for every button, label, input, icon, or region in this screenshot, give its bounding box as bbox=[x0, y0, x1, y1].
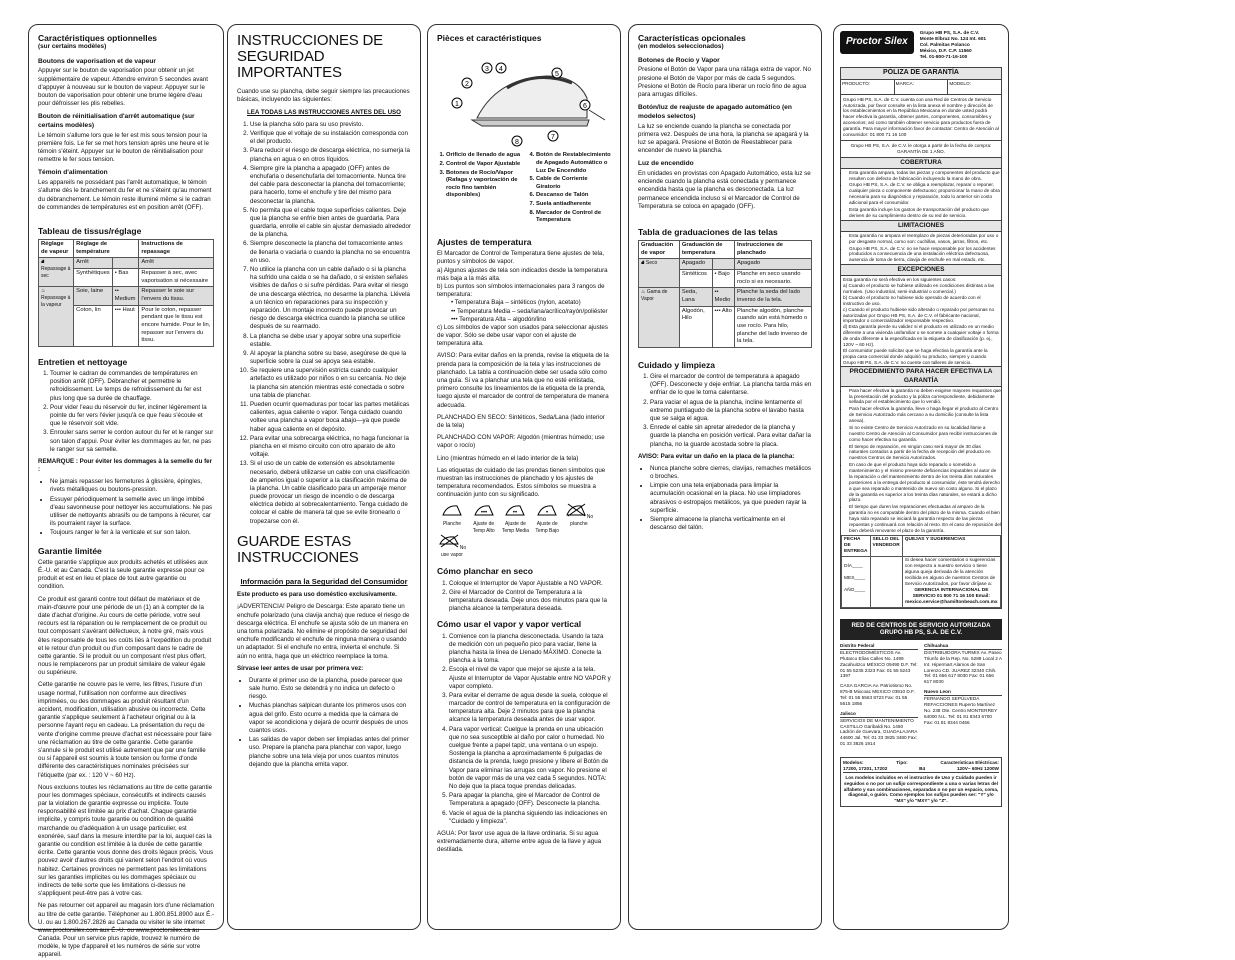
fabric-table-es bbox=[638, 240, 812, 348]
paragraph: a) Algunos ajustes de tela son indicados desde la temperatura más baja a la más alta. bbox=[437, 266, 608, 282]
list-item: • Limpie con una tela enjabonada para limpiar la acumulación ocasional en la placa. No use limpiadores abrasivos o estropajos metálicos, ya que pueden rayar la superficie. bbox=[650, 482, 812, 515]
region-title: Nuevo Leon bbox=[924, 689, 1002, 696]
service-center: DISTRIBUIDORA TURMIX Av. Paseo Triunfo de la Rep. No. 5289 Local 2 A Int. Hipermart Alamos de San Lorenzo CD. JUAREZ 32340 Chih. Tel: 01 656 617 8030 Fax: 01 656 617 8030 bbox=[924, 649, 1002, 685]
service-centers bbox=[840, 643, 1002, 751]
table-cell bbox=[712, 259, 734, 270]
list-item: 7. Suela antiadherente bbox=[536, 201, 611, 209]
care-list bbox=[638, 373, 812, 449]
table-cell: Soie, laine bbox=[74, 287, 113, 305]
callout-6 bbox=[580, 100, 590, 110]
table-cell: Repasser à sec, avec vaporisation si nécessaire bbox=[139, 269, 214, 287]
iron-icon bbox=[441, 503, 463, 517]
row-side-label: Seco bbox=[645, 260, 658, 267]
list-item: • El tiempo de reparación, en ningún caso será mayor de 30 días naturales contados a partir de la fecha de recepción del producto en nuestros Centros de Servicio Autorizados. bbox=[849, 444, 1001, 462]
models-note: Los modelos incluidos en el instructivo de Uso y Cuidado pueden ir seguidos o no por un sufijo correspondiente a una o varias letras del alfabeto y sus combinaciones, separadas o no por un espacio, coma, diagonal, o guión. Como ejemplos los sufijos pueden ser: "Y" y/o "MX" y/o "MXY" y/o "Z". bbox=[843, 774, 999, 804]
paragraph: Lino (mientras húmedo en el lado interior de la tela) bbox=[437, 454, 579, 462]
list-item: 3. Para evitar el derrame de agua desde la suela, coloque el marcador de control de temperatura en la configuración de temperatura alta. Deje 2 minutos para que la plancha alcance la temperatura deseada antes de usar vapor. bbox=[449, 692, 611, 725]
callout-8 bbox=[512, 136, 522, 146]
symbol bbox=[532, 503, 562, 534]
paragraph: PLANCHADO CON VAPOR: Algodón (mientras húmedo; use vapor o rocío) bbox=[437, 434, 605, 450]
table-cell: Arrêt bbox=[139, 258, 214, 269]
paragraph: El consumidor puede solicitar que se haga efectiva la garantía ante la propia casa comercial donde adquirió su producto, siempre y cuando Grupo HB PS, S.A. de C.V. no cuente con talleres de servicio. bbox=[843, 347, 988, 365]
panel-parts bbox=[427, 24, 621, 930]
excepciones bbox=[841, 276, 1001, 366]
field-ano[interactable]: AÑO____ bbox=[844, 587, 866, 593]
paragraph: AVISO: Para evitar daños en la prenda, revise la etiqueta de la prenda para la composición de la tela y las instrucciones de planchado. La tabla a continuación debe ser usada sólo como una guía. Si va a planchar una tela que no esté enlistada, primero consulte los lineamientos de la etiqueta de la prenda, luego ajuste el marcador de control de temperatura de manera adecuada. bbox=[437, 352, 609, 409]
table-cell bbox=[112, 258, 139, 269]
list-item: 5. Cable de Corriente Giratorio bbox=[536, 176, 611, 191]
symbol-label: No use vapor bbox=[441, 545, 467, 558]
list-item: • El tiempo que duren las reparaciones efectuadas al amparo de la garantía no es computable dentro del plazo de la misma. Cuando el bien haya sido reparado se iniciará la garantía respecto de las piezas repuestas y continuará con relación al resto. En el caso de reposición del bien deberá renovarse el plazo de la garantía. bbox=[849, 504, 1001, 533]
list-item: 2. Pour vider l'eau du réservoir du fer, incliner légèrement la pointe du fer vers l'évier jusqu'à ce que l'eau s'écoule et que le réservoir soit vide. bbox=[50, 404, 214, 429]
safety-list bbox=[237, 121, 411, 526]
list-item: • Temperatura Baja – sintéticos (nylon, acetato) bbox=[451, 299, 581, 307]
table-cell: • Bas bbox=[112, 269, 139, 287]
table-cell: Pour le coton, repasser pendant que le tissu est encore humide. Pour le lin, repasser sur l'envers du tissu. bbox=[139, 305, 214, 346]
list-item: 1. Gire el marcador de control de temperatura a apagado (OFF). Desconecte y deje enfriar. La plancha tarda más en enfriar de lo que le toma calentarse. bbox=[650, 373, 812, 398]
table-title: Tableau de tissus/réglage bbox=[38, 225, 142, 236]
warranty-title: PÓLIZA DE GARANTÍA bbox=[841, 68, 1001, 80]
list-item: 8. Marcador de Control de Temperatura bbox=[536, 210, 611, 225]
table-cell: Apagado bbox=[734, 259, 811, 270]
list-item: 8. La plancha se debe usar y apoyar sobre una superficie estable. bbox=[250, 333, 411, 349]
iron-steam-icon: ♨ bbox=[41, 288, 46, 295]
list-item: • Esta garantía no ampara el reemplazo de piezas deterioradas por uso o por desgaste normal, como son: cuchillas, vasos, jarras, filtros, etc. bbox=[849, 233, 1001, 245]
panel-warranty bbox=[833, 24, 1009, 930]
table-cell: ••• Alto bbox=[712, 306, 734, 347]
section-title: Pièces et caractéristiques bbox=[437, 33, 542, 43]
list-item: 1. Coloque el Interruptor de Vapor Ajustable a NO VAPOR. bbox=[449, 580, 611, 588]
address-line: México, D.F. C.P. 11560 bbox=[919, 48, 972, 54]
table-header: FECHA DE ENTREGA bbox=[842, 535, 871, 556]
callout-5 bbox=[552, 68, 562, 78]
table-cell: • Bajo bbox=[712, 270, 734, 288]
list-item: 4. Botón de Restablecimiento de Apagado Automático o Luz De Encendido bbox=[536, 152, 611, 175]
heading-garantie: Garantie limitée bbox=[38, 545, 102, 556]
service-center: SERVICIOS DE MANTENIMIENTO CASTILLO Garibaldi No. 1450 Ladrón de Guevara, GUADALAJARA 44600 Jal. Tel: 01 33 3825 3480 Fax: 01 33 3826 1914 bbox=[840, 717, 918, 747]
callout-4 bbox=[496, 63, 506, 73]
list-item: 6. Vacíe el agua de la plancha siguiendo las indicaciones en "Cuidado y limpieza". bbox=[449, 810, 611, 826]
table-cell: Planche algodón, planche cuando aún está húmedo o use rocío. Para hilo, planche del lado inverso de la tela. bbox=[734, 306, 811, 347]
list-item: • Nunca planche sobre cierres, clavijas, remaches metálicos o broches. bbox=[650, 465, 812, 481]
first-use-list bbox=[237, 677, 411, 769]
models-header: Modelos: bbox=[843, 760, 864, 765]
table-header: Réglage de vapeur bbox=[39, 240, 74, 258]
delivery-table bbox=[841, 535, 1001, 608]
electrical-header: Características Eléctricas: bbox=[940, 760, 999, 765]
parts-list bbox=[437, 152, 611, 229]
iron-dry-icon: ⛘ bbox=[41, 259, 45, 266]
field-mes[interactable]: MES____ bbox=[844, 575, 866, 581]
section-title: Características opcionales bbox=[638, 33, 746, 43]
read-all-heading: LEA TODAS LAS INSTRUCCIONES ANTES DEL USO bbox=[246, 108, 401, 116]
svg-text:•: • bbox=[546, 510, 549, 517]
table-cell: Arrêt bbox=[74, 258, 113, 269]
list-item: 5. No permita que el cable toque superficies calientes. Deje que la plancha se enfríe bien antes de guardarla. Para guardarla, enrolle el cable sin ajustar demasiado alrededor de la plancha. bbox=[250, 207, 411, 240]
list-item: 2. Control de Vapor Ajustable bbox=[446, 161, 521, 169]
service-center: CASA GARCIA Av. Patriotismo No. 875-B Mixcoac MEXICO 03910 D.F. Tel: 01 55 5563 8723 Fax: 01 55 5615 1856 bbox=[840, 683, 915, 706]
heading-reinit: Bouton de réinitialisation d'arrêt automatique (sur certains modèles) bbox=[38, 113, 195, 130]
table-header: Réglage de température bbox=[74, 240, 139, 258]
remarque: REMARQUE : Pour éviter les dommages à la semelle du fer : bbox=[38, 457, 212, 474]
list-item: • Essuyer périodiquement la semelle avec un linge imbibé d'eau savonneuse pour nettoyer les accumulations. Ne pas utiliser de nettoyants abrasifs ou de tampons à récurer, car ils pourraient rayer la surface. bbox=[50, 496, 214, 529]
list-item: 2. Gire el Marcador de Control de Temperatura a la temperatura deseada. Deje unos dos minutos para que la plancha alcance la temperatura deseada. bbox=[449, 589, 611, 614]
section-bar: PROCEDIMIENTO PARA HACER EFECTIVA LA GARANTÍA bbox=[841, 366, 1001, 386]
list-item: a) Cuando el producto se hubiese utilizado en condiciones distintas a las normales. (Uso industrial, semi-industrial o comercial.) bbox=[843, 283, 995, 295]
table-cell: Synthétiques bbox=[74, 269, 113, 287]
paragraph: Esta garantía no será efectiva en los siguientes casos: bbox=[843, 277, 957, 283]
table-cell: Sintéticos bbox=[679, 270, 712, 288]
symbol-label: Ajuste de Temp Alto bbox=[472, 521, 495, 534]
svg-text:••: •• bbox=[513, 510, 518, 517]
region-title: Chihuahua bbox=[924, 643, 1002, 650]
models-box bbox=[840, 757, 1002, 807]
table-header: QUEJAS Y SUGERENCIAS bbox=[902, 535, 1000, 556]
service-center: FERNANDO SEPÚLVEDA REFACCIONES Ruperto Martínez No. 238 Ote. Centro MONTERREY 64000 N.L. Tel: 01 81 8343 6700 Fax: 01 81 8344 0466 bbox=[924, 696, 998, 725]
company-address bbox=[920, 31, 986, 61]
list-item: b) Cuando el producto no hubiese sido operado de acuerdo con el instructivo de uso. bbox=[843, 294, 981, 306]
care-symbols bbox=[437, 503, 611, 558]
paragraph: En unidades en provistas con Apagado Automático, esta luz se enciende cuando la plancha está conectada y permanece encendida hasta que la plancha es desconectada. La luz permanece encendida incluso si el Marcador de Control de Temperatura se coloca en apagado (OFF). bbox=[638, 169, 811, 210]
fabric-table-fr bbox=[38, 239, 214, 347]
paragraph: Grupo HB PS, S.A. de C.V. cuenta con una Red de Centros de Servicio Autorizada, por favor consulte en la lista anexa el nombre y dirección de los establecimientos en la República Mexicana en donde usted podrá hacer efectiva la garantía, obtener partes, componentes, consumibles y accesorios; así como también obtener servicio para productos fuera de garantía. Para mayor información favor de contactar: Centro de Atención al consumidor: 01 800 71 16 100 bbox=[843, 96, 999, 137]
symbol bbox=[469, 503, 499, 534]
paragraph: PLANCHADO EN SECO: Sintéticos, Seda/Lana (lado interior de la tela) bbox=[437, 413, 605, 429]
paragraph: Grupo HB PS, S.A. de C.V. le otorga a partir de la fecha de compra: GARANTÍA DE 1 AÑO. bbox=[841, 140, 1001, 157]
entretien-list bbox=[38, 370, 214, 454]
heading: Botón/luz de reajuste de apagado automático (en modelos selectos) bbox=[638, 104, 792, 120]
text-boutons: Appuyer sur le bouton de vaporisation pour obtenir un jet supplémentaire de vapeur. Attendre environ 5 secondes avant d'appuyer à nouveau sur le bouton de vapeur. Appuyer sur le bouton de vaporisation pour obtenir une brume légère d'eau pour défroisser les plis rebelles. bbox=[38, 67, 208, 108]
section-bar: EXCEPCIONES bbox=[841, 264, 1001, 276]
models-value: 17200, 17201, 17202 bbox=[843, 765, 888, 771]
brand-logo: Proctor Silex bbox=[840, 31, 914, 54]
list-item: • Si no existe Centro de Servicio Autorizado en su localidad llame a nuestro Centro de Atención al Consumidor para recibir instrucciones de como hacer efectiva su garantía. bbox=[849, 425, 1001, 443]
list-item: ••• Temperatura Alta – algodón/lino bbox=[451, 315, 547, 323]
procedimiento-list bbox=[841, 388, 1001, 534]
heading-care: Cuidado y limpieza bbox=[638, 359, 715, 370]
section-subtitle: (sur certains modèles) bbox=[38, 43, 107, 51]
paragraph: AVISO: Para evitar un daño en la placa de la plancha: bbox=[638, 452, 795, 460]
panel-optional-es bbox=[628, 24, 822, 930]
symbol-label: Ajuste de Temp Bajo bbox=[535, 521, 560, 534]
list-item: • Grupo HB PS, S.A. de C.V. se obliga a reemplazar, reparar o reponer, cualquier pieza o componente defectuoso; proporcionar la mano de obra necesaria para su diagnóstico y reparación, todo lo anterior sin costo adicional para el consumidor. bbox=[849, 182, 1001, 206]
list-item: 5. Para apagar la plancha, gire el Marcador de Control de Temperatura a apagado (OFF). Desconecte la plancha. bbox=[449, 792, 611, 808]
row-side-label: Repassage à la vapeur bbox=[41, 294, 71, 308]
list-item: 1. Orificio de llenado de agua bbox=[446, 152, 521, 160]
dots-list bbox=[437, 299, 611, 324]
list-item: 11. Pueden ocurrir quemaduras por tocar las partes metálicas calientes, agua caliente o vapor. Tenga cuidado cuando voltee una plancha a vapor boca abajo—ya que puede haber agua caliente en el depósito. bbox=[250, 401, 411, 434]
steam-list bbox=[437, 633, 611, 826]
section-bar: COBERTURA bbox=[841, 157, 1001, 169]
table-cell: Seda, Lana bbox=[679, 288, 712, 306]
service-network-title: RED DE CENTROS DE SERVICIO AUTORIZADA GRUPO HB PS, S.A. DE C.V. bbox=[840, 619, 1002, 641]
list-item: 3. Botones de Rocío/Vapor (Rafaga y vaporización de rocío fino también disponibles) bbox=[446, 170, 521, 201]
table-cell: Coton, lin bbox=[74, 305, 113, 346]
paragraph: ¡ADVERTENCIA! Peligro de Descarga: Este aparato tiene un enchufe polarizado (una clavija ancha) que reduce el riesgo de descarga eléctrica. El enchufe se ajusta sólo de un manera en una toma polarizada. No elimine el propósito de seguridad del enchufe modificando el enchufe de ninguna manera o usando un adaptador. Si el enchufe no entra, invierta el enchufe. Si aún no entra, haga que un eléctrico reemplace la toma. bbox=[237, 603, 410, 660]
section-bar: LIMITACIONES bbox=[841, 220, 1001, 232]
text-temoin: Les appareils ne possédant pas l'arrêt automatique, le témoin s'allume dès le branchement du fer et ne s'éteint qu'au moment du débranchement. Le témoin reste illuminé même si le cadran de commandes de températures est en position arrêt (OFF). bbox=[38, 179, 212, 211]
section-subtitle: (en modelos seleccionados) bbox=[638, 43, 724, 51]
list-item: 6. Descanso de Talón bbox=[536, 192, 611, 200]
table-header: Instructions de repassage bbox=[139, 240, 214, 258]
list-item: 7. No utilice la plancha con un cable dañado o si la plancha ha sufrido una caída o se ha dañado, o si existen señales visibles de daños o si sufre pérdidas. Para evitar el riesgo de una descarga eléctrica, no desarme la plancha. Llévela a un técnico en reparaciones para su inspección y reparación. Un montaje incorrecto puede provocar un riesgo de descarga eléctrica cuando la plancha se utilice después de su rearmado. bbox=[250, 266, 411, 332]
paragraph: b) Los puntos son símbolos internacionales para 3 rangos de temperatura: bbox=[437, 282, 605, 299]
symbol-label: Ajuste de Temp Media bbox=[501, 521, 530, 534]
paragraph: Cette garantie s'applique aux produits achetés et utilisées aux É.-U. et au Canada. C'est la seule garantie expresse pour ce produit et est en lieu et place de tout autre garantie ou condition. bbox=[38, 558, 208, 591]
dry-list bbox=[437, 580, 611, 614]
type-header: Tipo: bbox=[896, 760, 908, 765]
list-item: 4. Para vapor vertical: Cuelgue la prenda en una ubicación que no sea susceptible al daño por calor o humedad. No cuelgue frente a papel tapiz, una ventana o un espejo. Sostenga la plancha a aproximadamente 6 pulgadas de distancia de la prenda, luego presione y libere el Botón de Vapor para eliminar las arrugas con vapor. No presione el botón de vapor más de una vez cada 5 segundos. NOTA: No deje que la placa toque prendas delicadas. bbox=[449, 726, 611, 792]
field-producto[interactable]: PRODUCTO: bbox=[841, 80, 895, 94]
symbol bbox=[564, 503, 594, 527]
symbol bbox=[437, 503, 467, 527]
field-modelo[interactable]: MODELO: bbox=[949, 80, 971, 86]
heading-boutons: Boutons de vaporisation et de vapeur bbox=[38, 57, 156, 65]
electrical-value: 120V~ 60Hz 1200W bbox=[956, 765, 999, 771]
list-item: 6. Siempre desconecte la plancha del tomacorriente antes de llenarla o vaciarla o cuando la plancha no se encuentra en uso. bbox=[250, 240, 411, 265]
paragraph: c) Los símbolos de vapor son usados para seleccionar ajustes de vapor. Sólo se debe usar vapor con el ajuste de temperatura alta. bbox=[437, 323, 608, 348]
table-cell: Apagado bbox=[679, 259, 712, 270]
list-item: • Siempre almacene la plancha verticalmente en el descanso del talón. bbox=[650, 516, 812, 532]
list-item: • Ne jamais repasser les fermetures à glissière, épingles, rivets métalliques ou boutons-pression. bbox=[50, 478, 214, 494]
svg-text:4: 4 bbox=[499, 66, 503, 74]
svg-text:8: 8 bbox=[515, 139, 519, 147]
list-item: 2. Para vaciar el agua de la plancha, incline lentamente el extremo puntiagudo de la plancha sobre el lavabo hasta que se salga el agua. bbox=[650, 399, 812, 424]
table-header: Graduación de temperatura bbox=[679, 241, 734, 259]
text-reinit: Le témoin s'allume lors que le fer est mis sous tension pour la première fois. Le fer se met hors tension après une heure et le témoin s'éteint. Appuyer sur le bouton de réinitialisation pour remettre le fer sous tension. bbox=[38, 131, 209, 164]
list-item: c) Cuando el producto hubiese sido alterado o reparado por personas no autorizadas por Grupo HB PS, S.A. de C.V. el fabricante nacional, importador o comercializador responsable respectivo. bbox=[843, 306, 995, 324]
heading: Botones de Rocío y Vapor bbox=[638, 56, 720, 64]
address-line: Tel. 01-800-71-16-100 bbox=[919, 54, 968, 60]
callout-3 bbox=[482, 63, 492, 73]
heading-temoin: Témoin d'alimentation bbox=[38, 169, 108, 177]
type-value: B4 bbox=[919, 765, 926, 771]
region-title: Jalisco bbox=[840, 711, 918, 718]
list-item: 12. Para evitar una sobrecarga eléctrica, no haga funcionar la plancha en el mismo circuito con otro aparato de alto voltaje. bbox=[250, 435, 411, 460]
list-item: 2. Verifique que el voltaje de su instalación corresponda con el del producto. bbox=[250, 130, 411, 146]
table-title: Tabla de graduaciones de las telas bbox=[638, 226, 778, 237]
table-cell: Planche en seco usando rocío si es necesario. bbox=[734, 270, 811, 288]
symbol bbox=[437, 534, 467, 558]
list-item: • Toujours ranger le fer à la verticale et sur son talon. bbox=[50, 529, 214, 537]
no-iron-icon bbox=[565, 503, 587, 517]
warranty-box bbox=[840, 67, 1002, 609]
list-item: •• Temperatura Media – seda/lana/acrílico/rayón/poliéster bbox=[451, 307, 608, 315]
address-line: Monte Elbruz No. 124 Int. 601 bbox=[919, 36, 987, 42]
heading-ajustes: Ajustes de temperatura bbox=[437, 236, 532, 247]
list-item: • En caso de que el producto haya sido reparado o sometido a mantenimiento y el mismo presente deficiencias imputables al autor de la reparación o del mantenimiento dentro de los treinta días naturales posteriores a la entrega del producto al consumidor, éste tendrá derecho a que sea reparado o mantenido de nuevo sin costo alguno. Si el plazo de la garantía es superior a los treinta días naturales, se estará a dicho plazo. bbox=[849, 462, 1001, 503]
aviso-list bbox=[638, 465, 812, 533]
svg-text:7: 7 bbox=[551, 134, 555, 142]
keep-instructions: GUARDE ESTAS INSTRUCCIONES bbox=[237, 532, 359, 566]
svg-text:3: 3 bbox=[485, 66, 489, 74]
row-side-label: Repassage à sec bbox=[41, 266, 71, 279]
list-item: • Las salidas de vapor deben ser limpiadas antes del primer uso. Prepare la plancha para planchar con vapor, luego planche sobre una tela vieja por unos cuantos minutos dejando que la plancha emita vapor. bbox=[249, 736, 411, 769]
table-header: SELLO DEL VENDEDOR bbox=[870, 535, 902, 556]
iron-steam-icon: ♨ bbox=[641, 289, 646, 296]
panel-french bbox=[28, 24, 224, 959]
list-item: 3. Enrouler sans serrer le cordon autour du fer et le ranger sur son talon d'appui. Pour éviter les dommages au fer, ne pas le ranger sur sa semelle. bbox=[50, 429, 214, 454]
iron-high-icon bbox=[473, 503, 495, 517]
heading-steam: Cómo usar el vapor y vapor vertical bbox=[437, 619, 582, 630]
field-marca[interactable]: MARCA: bbox=[895, 80, 949, 94]
list-item: 10. Se requiere una supervisión estricta cuando cualquier artefacto es utilizado por niños o en su cercanía. No deje la plancha sin atención mientras esté conectada o sobre una tabla de planchar. bbox=[250, 367, 411, 400]
cobertura-list bbox=[841, 170, 1001, 219]
list-item: • Esta garantía ampara, todas las piezas y componentes del producto que resulten con defecto de fabricación incluyendo la mano de obra. bbox=[849, 170, 1001, 182]
list-item: 1. Use la plancha sólo para su uso previsto. bbox=[250, 121, 411, 129]
consumer-info-title: Información para la Seguridad del Consumidor bbox=[240, 577, 408, 587]
list-item: • Para hacer efectiva la garantía no deben exigirse mayores requisitos que la presentación del producto y la póliza correspondiente, debidamente sellada por el establecimiento que lo vendió. bbox=[849, 388, 1001, 406]
list-item: • Durante el primer uso de la plancha, puede parecer que sale humo. Esto se detendrá y no indica un defecto o riesgo. bbox=[249, 677, 411, 702]
paragraph: Sírvase leer antes de usar por primera vez: bbox=[237, 664, 364, 672]
paragraph: Presione el Botón de Vapor para una ráfaga extra de vapor. No presione el Botón de Vapor por más de cada 5 segundos. Presione el Botón de Rocío para liberar un rocío fino de agua para arrugas difíciles. bbox=[638, 66, 811, 98]
svg-text:2: 2 bbox=[465, 81, 469, 89]
table-cell: Planche la seda del lado inverso de la tela. bbox=[734, 288, 811, 306]
iron-dry-icon: ⛘ bbox=[641, 260, 645, 267]
list-item: • Muchas planchas salpican durante los primeros usos con agua del grifo. Esto ocurre a medida que la cámara de vapor se acondiciona y dejará de ocurrir después de unos cuantos usos. bbox=[249, 702, 411, 735]
heading: Luz de encendido bbox=[638, 160, 694, 168]
paragraph: La luz se enciende cuando la plancha se conectada por primera vez. Después de una hora, la plancha se apagará y la luz se apagará. Presione el Botón de Reestablecer para encender de nuevo la plancha. bbox=[638, 122, 809, 155]
address-line: Col. Palmitas Polanco bbox=[919, 42, 970, 48]
list-item: • Esta garantía incluye los gastos de transportación del producto que deriven de su cumplimiento dentro de su red de servicio. bbox=[849, 207, 1001, 219]
table-cell: ••• Haut bbox=[112, 305, 139, 346]
list-item: 4. Siempre gire la plancha a apagado (OFF) antes de enchufarla o desenchufarla del tomacorriente. Nunca tire del cable para desconectar la plancha del tomacorriente; para hacerlo, tome el enchufe y tire del mismo para desconectar la plancha. bbox=[250, 165, 411, 206]
heading-dry: Cómo planchar en seco bbox=[437, 566, 533, 577]
table-header: Instrucciones de planchado bbox=[734, 241, 811, 259]
table-cell: Algodón, Hilo bbox=[679, 306, 712, 347]
panel-safety bbox=[227, 24, 421, 930]
paragraph: Este producto es para uso doméstico exclusivamente. bbox=[237, 591, 397, 599]
iron-medium-icon bbox=[504, 503, 526, 517]
symbol bbox=[500, 503, 530, 534]
list-item: 3. Para reducir el riesgo de descarga eléctrica, no sumerja la plancha en agua o en otros líquidos. bbox=[250, 147, 411, 163]
safety-title: INSTRUCCIONES DE SEGURIDAD IMPORTANTES bbox=[237, 32, 383, 81]
seller-stamp bbox=[870, 556, 902, 607]
heading-entretien: Entretien et nettoyage bbox=[38, 356, 128, 367]
list-item: 1. Tourner le cadran de commandes de températures en position arrêt (OFF). Débrancher et permettre le refroidissement. Le temps de refroidissement du fer est plus long que sa durée de chauffage. bbox=[50, 370, 214, 403]
section-title: Caractéristiques optionnelles bbox=[38, 33, 158, 43]
iron-low-icon bbox=[536, 503, 558, 517]
paragraph: Cuando use su plancha, debe seguir siempre las precauciones básicas, incluyendo las siguientes: bbox=[237, 88, 410, 104]
callout-7 bbox=[548, 131, 558, 141]
table-cell: Repasser le soie sur l'envers du tissu. bbox=[139, 287, 214, 305]
service-center: ELECTRODOMÉSTICOS Av. Plutarco Elías Calles No. 1499 Zacahuitzco MÉXICO 09490 D.F. Tel: 01 55 5235 2323 Fax: 01 55 5243 1397 bbox=[840, 649, 918, 679]
contact: GERENCIA INTERNACIONAL DE SERVICIO 01 800 71 16 100 Email: mexico.service@hamiltonbeach.com.mx bbox=[905, 587, 998, 605]
list-item: d) Esta garantía pierde su validez si el producto es utilizado en un medio diferente a una vivienda unifamiliar o se somete a cualquier voltaje o forma de onda diferente a la especificada en la etiqueta de clasificación (p. ej., 120V ~ 60 Hz). bbox=[843, 324, 999, 347]
list-item: 2. Escoja el nivel de vapor que mejor se ajuste a la tela. Ajuste el Interruptor de Vapor Ajustable entre NO VAPOR y vapor completo. bbox=[449, 666, 611, 691]
svg-text:•••: ••• bbox=[480, 510, 487, 517]
table-header: Graduación de vapor bbox=[639, 241, 680, 259]
iron-soleplate bbox=[472, 120, 589, 126]
list-item: 13. Si el uso de un cable de extensión es absolutamente necesario, deberá utilizarse un cable con una clasificación de amperios igual o superior a la clasificación máxima de la plancha. Un cable clasificado para un amperaje menor puede provocar un riesgo de incendio o de descarga eléctrica debido al sobrecalentamiento. Tenga cuidado de colocar el cable de manera tal que se evite tironearlo o tropezarse con él. bbox=[250, 460, 411, 526]
remarque-list bbox=[38, 478, 214, 537]
region-title: Distrito Federal bbox=[840, 643, 918, 650]
table-cell: •• Medio bbox=[712, 288, 734, 306]
paragraph: Ce produit est garanti contre tout défaut de matériaux et de main-d'œuvre pour une période de un (1) an à compter de la date d'achat d'origine. Au cours de cette période, votre seul recours est la réparation ou le remplacement de ce produit ou tout composant s'avérant défectueux, à notre gré, mais vous êtes responsable de tous les coûts liés à l'expédition du produit et le retour d'un produit ou d'un composant dans le cadre de cette garantie. Si le produit ou un composant n'est plus offert, nous le remplacerons par un produit similaire de valeur égale ou supérieure. bbox=[38, 595, 212, 677]
svg-text:5: 5 bbox=[555, 71, 559, 79]
paragraph: El Marcador de Control de Temperatura tiene ajustes de tela, puntos y símbolos de vapor. bbox=[437, 250, 605, 266]
address-line: Grupo HB PS, S.A. de C.V. bbox=[919, 31, 980, 36]
table-cell: •• Medium bbox=[112, 287, 139, 305]
list-item: 1. Comience con la plancha desconectada. Usando la taza de medición con un pequeño pico para vaciar, llene la plancha hasta la línea de Llenado MÁXIMO. Conecte la plancha a la toma. bbox=[449, 633, 611, 666]
field-dia[interactable]: DÍA____ bbox=[844, 563, 863, 569]
list-item: • Para hacer efectiva la garantía, lleve o haga llegar el producto al Centro de Servicio Autorizado más cercano a su domicilio (consulte la lista anexa). bbox=[849, 406, 1001, 424]
paragraph: Las etiquetas de cuidado de las prendas tienen símbolos que muestran las instrucciones de planchado y los ajustes de temperatura recomendados. Estos símbolos se muestra a continuación junto con su significado. bbox=[437, 466, 606, 499]
paragraph: AGUA: Por favor use agua de la llave ordinaria. Si su agua extremadamente dura, alterne entre agua de la llave y agua destilada. bbox=[437, 829, 602, 854]
list-item: 9. Al apoyar la plancha sobre su base, asegúrese de que la superficie sobre la cual se apoya sea estable. bbox=[250, 350, 411, 366]
list-item: 3. Enrede el cable sin apretar alrededor de la plancha y guarde la plancha en posición vertical. Para evitar dañar la plancha, no la guarde acostada sobre la placa. bbox=[650, 424, 812, 449]
symbol-label: No planche bbox=[570, 514, 594, 528]
paragraph: Cette garantie ne couvre pas le verre, les filtres, l'usure d'un usage normal, l'utilisation non conforme aux directives imprimées, ou des dommages au produit résultant d'un accident, modification, utilisation abusive ou incorrecte. Cette garantie s'applique seulement à l'acheteur original ou à la personne l'ayant reçu en cadeau. La présentation du reçu de vente d'origine comme preuve d'achat est nécessaire pour faire une réclamation au titre de cette garantie. Cette garantie s'annule si le produit est utilisé autrement que par une famille ou si l'appareil est soumis à toute tension ou forme d'onde différente des caractéristiques nominales précisées sur l'étiquette (par ex. : 120 V ~ 60 Hz). bbox=[38, 681, 212, 779]
no-steam-icon bbox=[438, 534, 460, 548]
paragraph: Ne pas retourner cet appareil au magasin lors d'une réclamation au titre de cette garantie. Téléphoner au 1.800.851.8900 aux É.-U. ou au 1.800.267.2826 au Canada ou visiter le site internet www.proctorsilex.com aux É.-U. ou www.proctorsilex.ca au Canada. Pour un service plus rapide, trouvez le numéro de modèle, le type d'appareil et les numéros de série sur votre appareil. bbox=[38, 902, 215, 959]
limitaciones-list bbox=[841, 233, 1001, 263]
iron-diagram bbox=[437, 48, 613, 148]
svg-text:6: 6 bbox=[583, 103, 587, 111]
row-side-label: Gama de Vapor bbox=[641, 289, 668, 302]
callout-2 bbox=[462, 78, 472, 88]
list-item: • Grupo HB PS, S.A. de C.V. no se hace responsable por los accidentes producidos a consecuencia de una instalación eléctrica defectuosa, ausencia de toma de tierra, clavija de enchufe en mal estado, etc. bbox=[849, 246, 1001, 264]
symbol-label: Planche bbox=[442, 521, 462, 528]
svg-text:1: 1 bbox=[455, 101, 459, 109]
callout-1 bbox=[452, 98, 462, 108]
paragraph: Nous excluons toutes les réclamations au titre de cette garantie pour les dommages spéciaux, consécutifs et indirects causés par la violation de garantie expresse ou implicite. Toute responsabilité est limitée au prix d'achat. Chaque garantie implicite, y compris toute garantie ou condition de qualité marchande ou d'adéquation à un usage particulier, est exonérée, sauf dans la mesure interdite par la loi, auquel cas la garantie ou condition est limitée à la durée de cette garantie écrite. Cette garantie vous donne des droits légaux précis. Vous pouvez avoir d'autres droits qui varient selon l'endroit où vous habitez. Certaines provinces ne permettent pas les limitations sur les garanties implicites ou les dommages spéciaux ou indirects de telle sorte que les limitations ci-dessus ne s'appliquent peut-être pas à votre cas. bbox=[38, 783, 214, 898]
paragraph: Si desea hacer comentarios o sugerencias con respecto a nuestro servicio o tiene alguna queja derivada de la atención recibida en alguno de nuestros Centros de Servicio Autorizados, por favor diríjase a: bbox=[904, 557, 996, 587]
